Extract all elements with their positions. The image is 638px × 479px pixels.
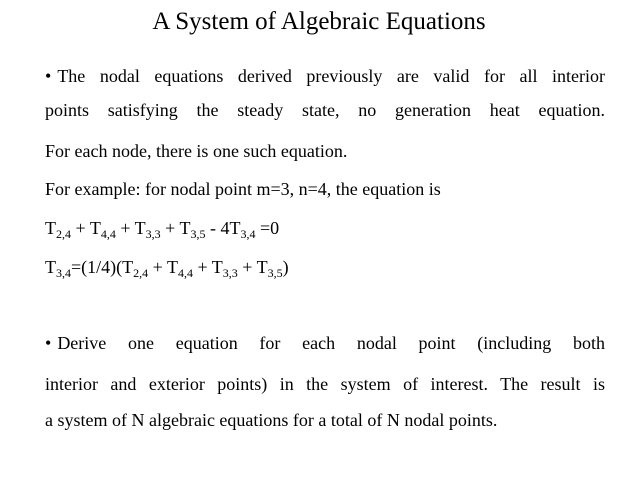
eq2-op2: + T (192, 257, 223, 277)
eq2-sub4: 3,3 (222, 266, 238, 280)
para1-line2: points satisfying the steady state, no generation heat equation. (45, 100, 605, 120)
eq1-op4: - 4T (205, 218, 241, 238)
eq2-sub2: 2,4 (133, 266, 149, 280)
bullet-icon: • (45, 66, 52, 86)
eq1-op3: + T (160, 218, 191, 238)
para2-line3: a system of N algebraic equations for a total of N nodal points. (45, 410, 498, 430)
eq1-op1: + T (71, 218, 101, 238)
para1-line4: For example: for nodal point m=3, n=4, the equation is (45, 179, 441, 199)
eq2-close: ) (282, 257, 289, 277)
eq2-op3: + T (237, 257, 268, 277)
eq1-sub3: 3,3 (145, 227, 161, 241)
para2-line2: interior and exterior points) in the system of interest. The result is (45, 374, 605, 394)
para2-line1 (45, 332, 605, 354)
para1-line1 (45, 65, 605, 87)
eq1-sub2: 4,4 (100, 227, 116, 241)
equation-2 (45, 256, 605, 278)
eq1-rhs: =0 (255, 218, 280, 238)
eq2-sub3: 4,4 (177, 266, 193, 280)
para1-line1-text: The nodal equations derived previously are valid for all interior (57, 66, 605, 86)
eq1-sub5: 3,4 (240, 227, 256, 241)
para1-line3: For each node, there is one such equation. (45, 141, 348, 161)
eq2-t1: T (45, 257, 56, 277)
eq1-sub4: 3,5 (190, 227, 206, 241)
eq2-mid: =(1/4)(T (71, 257, 134, 277)
bullet-icon: • (45, 333, 52, 353)
equation-1 (45, 217, 605, 239)
eq1-op2: + T (115, 218, 146, 238)
eq2-sub1: 3,4 (56, 266, 71, 280)
slide-title: A System of Algebraic Equations (152, 8, 486, 35)
eq2-sub5: 3,5 (267, 266, 283, 280)
eq1-t1: T (45, 218, 56, 238)
eq2-op1: + T (148, 257, 178, 277)
eq1-sub1: 2,4 (56, 227, 71, 241)
para2-line1-text: Derive one equation for each nodal point (including both (57, 333, 605, 353)
